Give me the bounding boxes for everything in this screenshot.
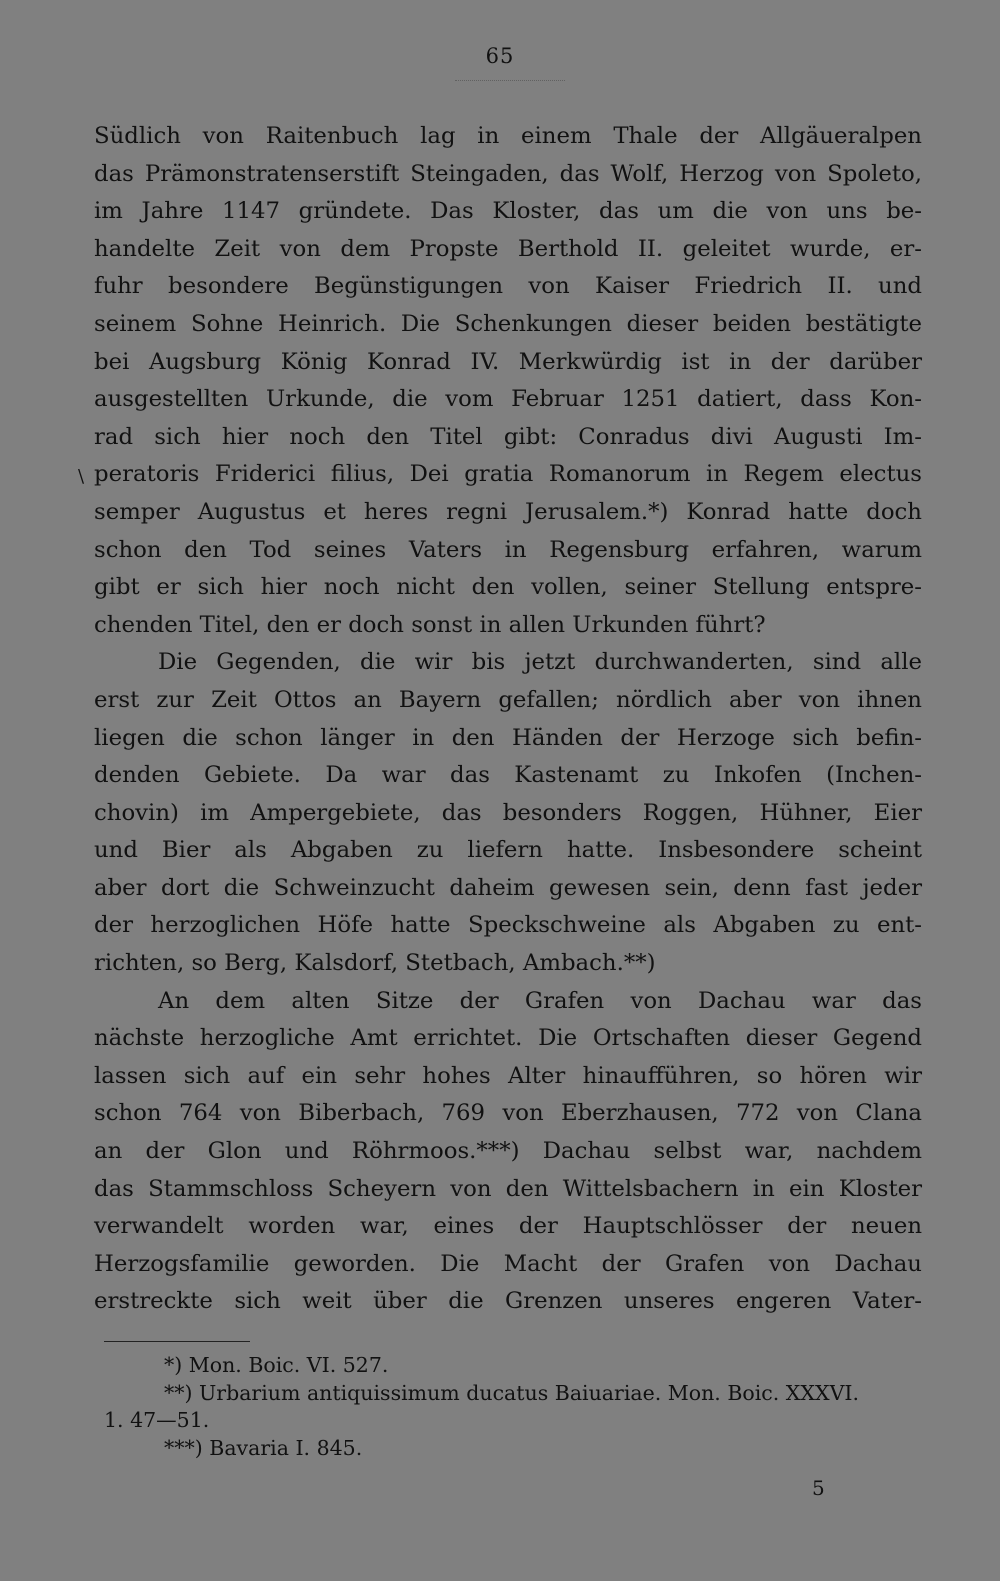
body-text xyxy=(94,118,922,1321)
text-line: fuhr besondere Begünstigungen von Kaiser Friedrich II. und xyxy=(94,273,922,300)
text-line: aber dort die Schweinzucht daheim gewesen sein, denn fast jeder xyxy=(94,874,922,901)
text-line: ausgestellten Urkunde, die vom Februar 1251 datiert, dass Kon- xyxy=(94,386,922,413)
printer-signature: 5 xyxy=(812,1476,825,1500)
margin-mark: \ xyxy=(78,466,85,487)
text-line: handelte Zeit von dem Propste Berthold II. geleitet wurde, er- xyxy=(94,235,922,262)
text-line: der herzoglichen Höfe hatte Speckschweine als Abgaben zu ent- xyxy=(94,912,922,939)
text-line: lassen sich auf ein sehr hohes Alter hinaufführen, so hören wir xyxy=(94,1062,922,1089)
footnote-divider xyxy=(104,1341,250,1342)
text-line: das Prämonstratenserstift Steingaden, das Wolf, Herzog von Spoleto, xyxy=(94,160,922,187)
footnote: *) Mon. Boic. VI. 527. xyxy=(164,1353,389,1377)
footnote-continuation: 1. 47—51. xyxy=(104,1408,210,1432)
text-line: bei Augsburg König Konrad IV. Merkwürdig ist in der darüber xyxy=(94,348,922,375)
footnote: ***) Bavaria I. 845. xyxy=(164,1435,363,1460)
text-line: chenden Titel, den er doch sonst in allen Urkunden führt? xyxy=(94,611,766,638)
text-line: und Bier als Abgaben zu liefern hatte. Insbesondere scheint xyxy=(94,837,922,864)
text-line: richten, so Berg, Kalsdorf, Stetbach, Ambach.**) xyxy=(94,950,656,977)
text-line: verwandelt worden war, eines der Hauptschlösser der neuen xyxy=(94,1213,922,1240)
text-line: peratoris Friderici filius, Dei gratia Romanorum in Regem electus xyxy=(94,461,922,488)
text-line: nächste herzogliche Amt errichtet. Die Ortschaften dieser Gegend xyxy=(94,1025,922,1052)
text-line: Die Gegenden, die wir bis jetzt durchwanderten, sind alle xyxy=(158,649,922,676)
text-line: denden Gebiete. Da war das Kastenamt zu Inkofen (Inchen- xyxy=(94,762,922,789)
text-line: An dem alten Sitze der Grafen von Dachau war das xyxy=(158,987,922,1014)
text-line: rad sich hier noch den Titel gibt: Conradus divi Augusti Im- xyxy=(94,423,922,450)
text-line: Herzogsfamilie geworden. Die Macht der Grafen von Dachau xyxy=(94,1250,922,1277)
text-line: an der Glon und Röhrmoos.***) Dachau selbst war, nachdem xyxy=(94,1138,922,1165)
text-line: im Jahre 1147 gründete. Das Kloster, das um die von uns be- xyxy=(94,198,922,225)
text-line: semper Augustus et heres regni Jerusalem.*) Konrad hatte doch xyxy=(94,498,922,525)
text-line: liegen die schon länger in den Händen der Herzoge sich befin- xyxy=(94,724,922,751)
footnotes xyxy=(104,1352,924,1462)
text-line: erst zur Zeit Ottos an Bayern gefallen; nördlich aber von ihnen xyxy=(94,686,922,713)
footnote: **) Urbarium antiquissimum ducatus Baiuariae. Mon. Boic. XXXVI. xyxy=(164,1380,860,1405)
print-speckle xyxy=(455,80,565,87)
text-line: erstreckte sich weit über die Grenzen unseres engeren Vater- xyxy=(94,1288,922,1315)
text-line: gibt er sich hier noch nicht den vollen, seiner Stellung entspre- xyxy=(94,574,922,601)
page-number: 65 xyxy=(485,44,515,68)
text-line: seinem Sohne Heinrich. Die Schenkungen dieser beiden bestätigte xyxy=(94,310,922,337)
text-line: schon 764 von Biberbach, 769 von Eberzhausen, 772 von Clana xyxy=(94,1100,922,1127)
text-line: chovin) im Ampergebiete, das besonders Roggen, Hühner, Eier xyxy=(94,799,922,826)
text-line: das Stammschloss Scheyern von den Wittelsbachern in ein Kloster xyxy=(94,1175,922,1202)
text-line: Südlich von Raitenbuch lag in einem Thale der Allgäueralpen xyxy=(94,123,922,149)
text-line: schon den Tod seines Vaters in Regensburg erfahren, warum xyxy=(94,536,922,563)
